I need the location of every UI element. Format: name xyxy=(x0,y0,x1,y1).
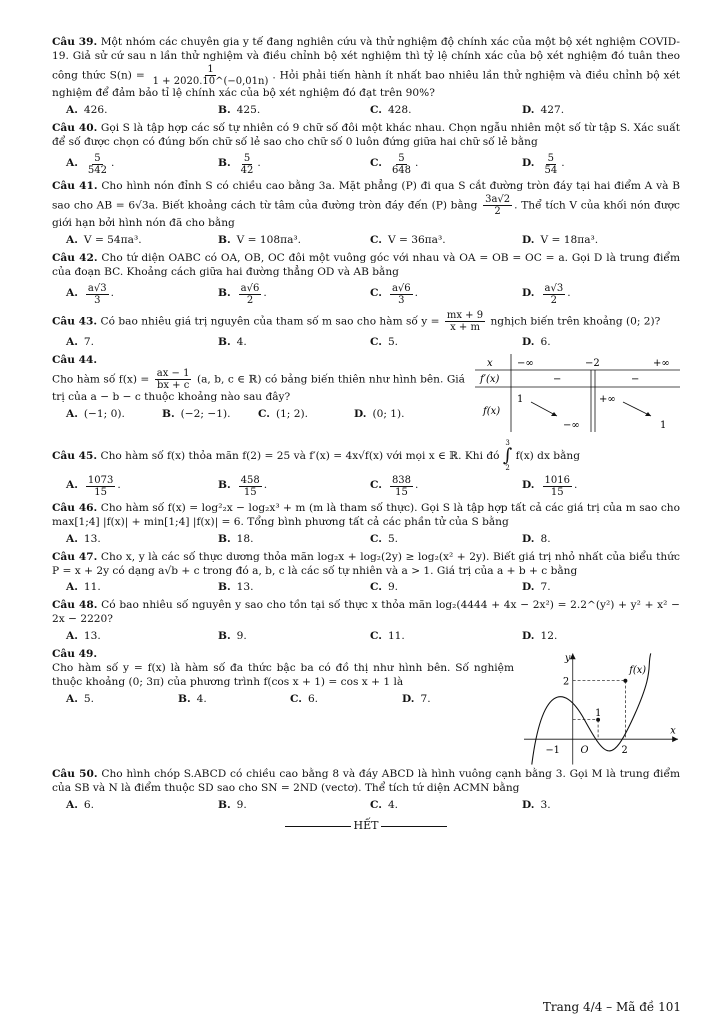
tick-label: −1 xyxy=(545,745,560,757)
tick-label: 2 xyxy=(621,745,628,757)
option-c[interactable]: C. $\frac{838}{15}$ . xyxy=(370,474,419,498)
option-a[interactable]: A. $\frac{1073}{15}$ . xyxy=(66,474,121,498)
option-d[interactable]: D. 12. xyxy=(522,630,558,643)
tab-sign: − xyxy=(553,373,562,385)
question-number: Câu 47. xyxy=(52,550,98,563)
option-b[interactable]: B. 18. xyxy=(218,532,254,545)
option-d[interactable]: D. 3. xyxy=(522,799,551,812)
option-d[interactable]: D. V = 18πa³. xyxy=(522,233,599,246)
options-49 xyxy=(52,693,514,707)
option-a[interactable]: A. 13. xyxy=(66,532,101,545)
option-c[interactable]: C. 9. xyxy=(370,581,399,594)
question-text: . Hỏi phải tiến hành ít nhất bao nhiêu lần thử nghiệm và điều chỉnh bộ xét nghiệm để đảm bảo tỉ lệ chính xác của bộ xét nghiệm đó đạt trên 90%? xyxy=(52,69,681,99)
question-43: Câu 43. Có bao nhiêu giá trị nguyên của tham số m sao cho hàm số y = $\frac{mx + 9}{x + m}$ nghịch biến trên khoảng (0; 2)? xyxy=(52,309,661,333)
option-b[interactable]: B. 425. xyxy=(218,103,261,116)
option-c[interactable]: C. 4. xyxy=(370,799,399,812)
question-text: . Thể tích V của khối nón được giới hạn bởi hình nón đã cho bằng xyxy=(52,199,680,229)
formula-fraction: $\frac{1}{1 + 2020.10\^{}(-0,01n)}$ xyxy=(152,63,269,87)
cubic-graph xyxy=(524,648,680,768)
question-text: Gọi S là tập hợp các số tự nhiên có 9 chữ số đôi một khác nhau. Chọn ngẫu nhiên một số từ tập S. Xác suất để số được chọn có đúng bốn chữ số lẻ sao cho chữ số 0 luôn đứng giữa hai chữ số lẻ bằng xyxy=(52,121,680,148)
option-d[interactable]: D. 427. xyxy=(522,103,565,116)
option-b[interactable]: B. $\frac{5}{42}$ . xyxy=(218,152,261,176)
question-text: Cho hình chóp S.ABCD có chiều cao bằng 8 và đáy ABCD là hình vuông cạnh bằng 3. Gọi M là trung điểm của SB và N là điểm thuộc SD sao cho SN = 2ND (vectơ). Thể tích tứ diện ACMN bằng xyxy=(52,768,681,795)
question-text: f(x) dx bằng xyxy=(515,449,580,462)
option-c[interactable]: C. $\frac{a√6}{3}$ . xyxy=(370,282,419,306)
question-text: Một nhóm các chuyên gia y tế đang nghiên cứu và thử nghiệm độ chính xác của một bộ xét nghiệm COVID-19. Giả sử cứ sau n lần thử nghiệm và điều chỉnh bộ xét nghiệm thì tỷ lệ chính xác của bộ xét nghiệm đó tuân theo công thức S(n) = xyxy=(52,36,680,82)
question-48 xyxy=(52,599,680,627)
tick-label: 2 xyxy=(563,676,570,688)
question-46 xyxy=(52,502,680,530)
question-text: Cho hàm số f(x) = xyxy=(52,373,150,386)
page-footer: Trang 4/4 – Mã đề 101 xyxy=(542,1000,681,1014)
options-39 xyxy=(52,104,680,118)
question-number: Câu 40. xyxy=(52,121,98,134)
question-number: Câu 45. xyxy=(52,449,98,462)
option-c[interactable]: C. (1; 2). xyxy=(258,407,308,420)
option-b[interactable]: B. $\frac{a√6}{2}$ . xyxy=(218,282,267,306)
tick-label: 1 xyxy=(595,708,602,720)
question-49 xyxy=(52,648,514,690)
option-d[interactable]: D. 7. xyxy=(402,693,431,706)
option-c[interactable]: C. 11. xyxy=(370,630,405,643)
tab-x-val: +∞ xyxy=(653,357,670,369)
question-number: Câu 42. xyxy=(52,251,98,264)
option-d[interactable]: D. 7. xyxy=(522,581,551,594)
tab-x-val: −∞ xyxy=(517,357,534,369)
option-d[interactable]: D. $\frac{1016}{15}$ . xyxy=(522,474,578,498)
tab-f-val: −∞ xyxy=(563,419,580,431)
question-number: Câu 39. xyxy=(52,36,98,48)
option-b[interactable]: B. V = 108πa³. xyxy=(218,233,302,246)
question-number: Câu 50. xyxy=(52,768,98,781)
tab-x-label: x xyxy=(487,357,493,369)
exam-page xyxy=(52,36,680,834)
option-b[interactable]: B. 4. xyxy=(218,335,247,348)
tab-fprime-label: f′(x) xyxy=(480,373,500,385)
options-42 xyxy=(52,283,680,306)
tab-sign: − xyxy=(631,373,640,385)
question-39 xyxy=(52,36,680,101)
option-a[interactable]: A. 13. xyxy=(66,630,101,643)
question-number: Câu 41. xyxy=(52,179,98,192)
question-47 xyxy=(52,551,680,579)
options-47 xyxy=(52,581,680,595)
question-text: (a, b, c ∈ ℝ) có bảng biến thiên như hình bên. Giá trị của a − b − c thuộc khoảng nào sau đây? xyxy=(52,373,466,403)
question-number: Câu 49. xyxy=(52,648,98,661)
question-text: Cho tứ diện OABC có OA, OB, OC đôi một vuông góc với nhau và OA = OB = OC = a. Gọi D là trung điểm của đoạn BC. Khoảng cách giữa hai đường thẳng OD và AB bằng xyxy=(52,251,680,278)
options-44 xyxy=(52,408,465,422)
option-b[interactable]: B. $\frac{458}{15}$ . xyxy=(218,474,268,498)
option-c[interactable]: C. $\frac{5}{648}$ . xyxy=(370,152,419,176)
options-40 xyxy=(52,153,680,176)
option-d[interactable]: D. $\frac{a√3}{2}$ . xyxy=(522,282,571,306)
options-43 xyxy=(52,336,680,350)
tab-f-val: +∞ xyxy=(599,393,616,405)
x-label: x xyxy=(670,725,676,737)
question-text: Cho x, y là các số thực dương thỏa mãn log₂x + log₂(2y) ≥ log₂(x² + 2y). Biết giá trị nhỏ nhất của biểu thức P = x + 2y có dạng a√b + c trong đó a, b, c là các số tự nhiên và a > 1. Giá trị của a + b + c bằng xyxy=(52,550,680,577)
tab-f-val: 1 xyxy=(660,419,667,431)
options-46 xyxy=(52,533,680,547)
options-48 xyxy=(52,630,680,644)
option-a[interactable]: A. 426. xyxy=(66,103,108,116)
curve-label: f(x) xyxy=(629,665,647,677)
tab-x-val: −2 xyxy=(585,357,600,369)
question-text: nghịch biến trên khoảng (0; 2)? xyxy=(490,315,661,328)
variation-table xyxy=(475,354,680,432)
option-a[interactable]: A. V = 54πa³. xyxy=(66,233,142,246)
end-marker: HẾT xyxy=(52,819,680,834)
question-number: Câu 48. xyxy=(52,599,98,612)
option-a[interactable]: A. 11. xyxy=(66,581,101,594)
question-41: Câu 41. Cho hình nón đỉnh S có chiều cao bằng 3a. Mặt phẳng (P) đi qua S cắt đường tròn đáy tại hai điểm A và B sao cho AB = 6√3a. Biết khoảng cách từ tâm của đường tròn đáy đến (P) bằng $\frac{3a√2}{2}$ . Thể tích V của khối nón được giới hạn bởi hình nón đã cho bằng xyxy=(52,179,680,229)
options-50 xyxy=(52,799,680,813)
option-b[interactable]: B. 4. xyxy=(178,693,207,706)
question-42 xyxy=(52,252,680,280)
option-b[interactable]: B. (−2; −1). xyxy=(162,407,231,420)
option-a[interactable]: A. 5. xyxy=(66,693,95,706)
question-number: Câu 43. xyxy=(52,315,98,328)
option-d[interactable]: D. $\frac{5}{54}$ . xyxy=(522,152,565,176)
question-45 xyxy=(52,440,680,472)
question-number: Câu 44. xyxy=(52,353,98,366)
option-d[interactable]: D. 8. xyxy=(522,532,551,545)
option-c[interactable]: C. 428. xyxy=(370,103,412,116)
question-40 xyxy=(52,122,680,150)
question-44-block xyxy=(52,354,680,432)
options-45 xyxy=(52,475,680,498)
question-49-block xyxy=(52,648,680,768)
question-text: Cho hàm số f(x) = log²₂x − log₂x³ + m (m là tham số thực). Gọi S là tập hợp tất cả các giá trị của m sao cho max[1;4] |f(x)| + min[1;4] |f(x)| = 6. Tổng bình phương tất cả các phần tử của S bằng xyxy=(52,501,680,528)
option-c[interactable]: C. V = 36πa³. xyxy=(370,233,446,246)
option-c[interactable]: C. 5. xyxy=(370,532,399,545)
option-b[interactable]: B. 13. xyxy=(218,581,254,594)
question-text: Có bao nhiêu giá trị nguyên của tham số m sao cho hàm số y = xyxy=(100,315,440,328)
option-a[interactable]: A. (−1; 0). xyxy=(66,407,125,420)
question-text: Cho hàm số f(x) thỏa mãn f(2) = 25 và f′(x) = 4x√f(x) với mọi x ∈ ℝ. Khi đó xyxy=(100,449,500,462)
option-b[interactable]: B. 9. xyxy=(218,799,247,812)
option-c[interactable]: C. 5. xyxy=(370,335,399,348)
question-number: Câu 46. xyxy=(52,501,98,514)
question-text: Cho hàm số y = f(x) là hàm số đa thức bậc ba có đồ thị như hình bên. Số nghiệm thuộc khoảng (0; 3π) của phương trình f(cos x + 1) = cos x + 1 là xyxy=(52,662,514,689)
integral-sign: 3 ∫ 2 xyxy=(502,438,513,472)
option-b[interactable]: B. 9. xyxy=(218,630,247,643)
question-text: Cho hình nón đỉnh S có chiều cao bằng 3a. Mặt phẳng (P) đi qua S cắt đường tròn đáy tại hai điểm A và B sao cho AB = 6√3a. Biết khoảng cách từ tâm của đường tròn đáy đến (P) bằng xyxy=(52,179,680,212)
option-d[interactable]: D. (0; 1). xyxy=(354,407,405,420)
option-d[interactable]: D. 6. xyxy=(522,335,551,348)
option-a[interactable]: A. $\frac{5}{542}$ . xyxy=(66,152,115,176)
options-41 xyxy=(52,234,680,248)
question-50 xyxy=(52,768,680,796)
option-c[interactable]: C. 6. xyxy=(290,693,319,706)
question-44: Câu 44. Cho hàm số f(x) = $\frac{ax - 1}{bx + c}$ (a, b, c ∈ ℝ) có bảng biến thiên như hình bên. Giá trị của a − b − c thuộc khoảng nào sau đây? xyxy=(52,353,466,403)
origin-label: O xyxy=(580,745,589,757)
option-a[interactable]: A. 7. xyxy=(66,335,95,348)
question-text: Có bao nhiêu số nguyên y sao cho tồn tại số thực x thỏa mãn log₂(4444 + 4x − 2x²) = 2.2^(y²) + y² + x² − 2x − 2220? xyxy=(52,599,680,626)
option-a[interactable]: A. $\frac{a√3}{3}$ . xyxy=(66,282,114,306)
tab-f-val: 1 xyxy=(517,393,524,405)
tab-f-label: f(x) xyxy=(483,405,501,417)
y-label: y xyxy=(564,653,571,665)
option-a[interactable]: A. 6. xyxy=(66,799,95,812)
